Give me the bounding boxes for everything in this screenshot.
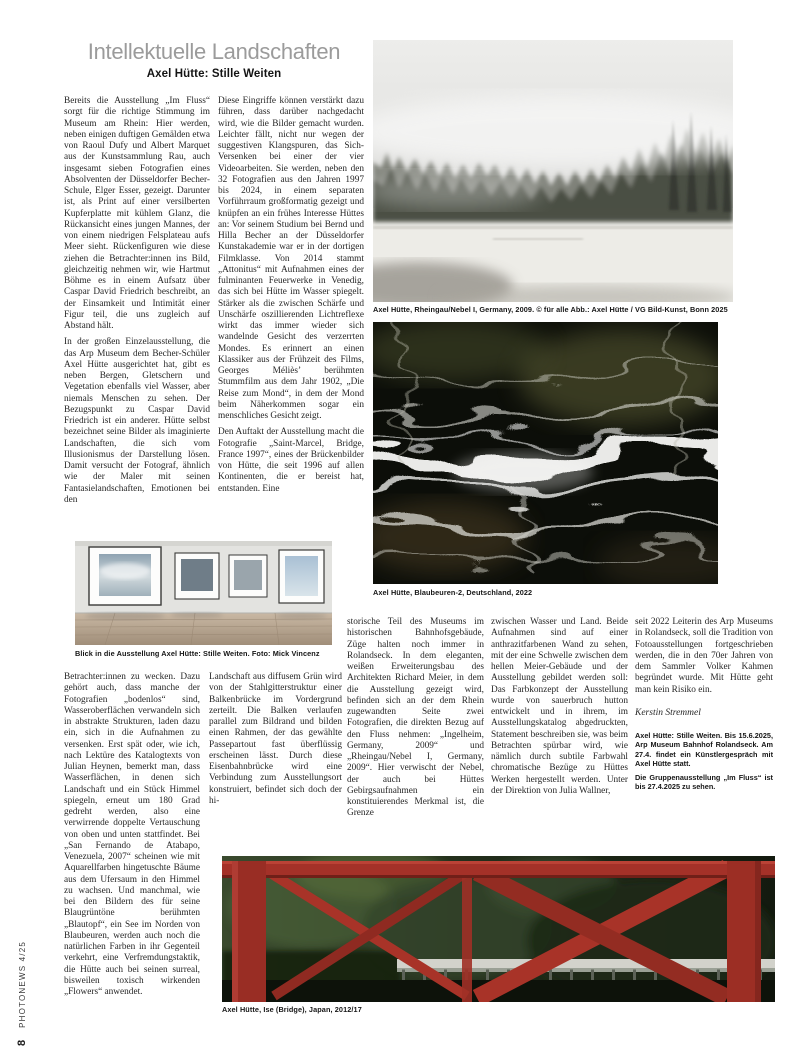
paragraph: In der großen Einzelausstellung, die das Arp Museum dem Becher-Schüler Axel Hütte ausgerichtet hat, gibt es neben Bergen, Gletschern und Vegetation ebenfalls viel Wasser, aber niemals Menschen zu sehen. Der Bezugspunkt zu Caspar David Friedrich ist ein anderer. Hütte selbst bezeichnet seine Bilder als imaginierte Landschaften, die sich vom Illusionismus der Darstellung lösen. Damit versucht der Fotograf, ähnlich wie der Maler mit seinen Fantasielandschaften, Emotionen bei den xyxy=(64,337,210,505)
fog-landscape-image xyxy=(373,40,733,302)
paragraph: Landschaft aus diffusem Grün wird von der Stahlgitterstruktur einer Balkenbrücke im Vordergrund zerteilt. Die Balken verlaufen parallel zum Bildrand und bilden einen Rahmen, der das gewählte Passepartout fast überflüssig erscheinen lässt. Durch diese Eisenbahnbrücke wird eine Verbindung zum Ausstellungsort konstruiert, befindet sich doch der hi- xyxy=(209,672,342,806)
exhibition-info: Axel Hütte: Stille Weiten. Bis 15.6.2025, Arp Museum Bahnhof Rolandseck. Am 27.4. findet ein Künstlergespräch mit Axel Hütte statt. xyxy=(635,731,773,768)
photo-caption-4: Axel Hütte, Ise (Bridge), Japan, 2012/17 xyxy=(222,1005,362,1014)
paragraph: storische Teil des Museums im historischen Bahnhofsgebäude, Züge halten noch immer in Rolandseck. In dem eleganten, weißen Erweiterungsbau des Architekten Richard Meier, in dem die Ausstellung gezeigt wird, befinden sich an der dem Rhein zugewandten Seite zwei Fotografien, die direkten Bezug auf den Fluss nehmen: „Ingelheim, Germany, 2009“ und „Rheingau/Nebel I, Germany, 2009“. Hier verwischt der Nebel, der auch bei Hüttes Gebirgsaufnahmen ein konstituierendes Merkmal ist, die Grenze xyxy=(347,617,484,819)
paragraph: Diese Eingriffe können verstärkt dazu führen, dass darüber nachgedacht wird, wie die Bilder gemacht wurden. Leichter fällt, nicht nur wegen der suggestiven Klangspuren, das Sich-Versenken bei einer der vier Videoarbeiten. Sie werden, neben den 32 Fotografien aus den Jahren 1997 bis 2024, in einem separaten Vorführraum großformatig gezeigt und knüpfen an ein frühes Interesse Hüttes an: Vor seinem Studium bei Bernd und Hilla Becher an der Düsseldorfer Kunstakademie war er in der dortigen Filmklasse. Von 2014 stammt „Attonitus“ mit Aufnahmen eines der fulminanten Feuerwerke in Venedig, das sich bei Hütte im Wasser spiegelt. Stärker als die zwischen Schärfe und Unschärfe oszillierenden Lichtreflexe wirkt das immer wieder sich wandelnde Gesicht des verzerrten Mondes. Es erinnert an einen Klassiker aus der Frühzeit des Films, Georges Méliès’ berühmten Stummfilm aus dem Jahr 1902, „Die Reise zum Mond“, in dem der Mond beim Näherkommen sogar ein menschliches Gesicht zeigt. xyxy=(218,96,364,421)
text-column-6 xyxy=(491,617,628,797)
water-reflection-photo xyxy=(373,322,718,584)
text-column-4 xyxy=(209,672,342,807)
article-title: Intellektuelle Landschaften xyxy=(87,39,341,64)
gallery-installation-image xyxy=(75,541,332,645)
paragraph: seit 2022 Leiterin des Arp Museums in Rolandseck, soll die Tradition von Fotoausstellungen fortgeschrieben werden, die in den 70er Jahren von dem Sammler Volker Kahmen begründet wurde. Mit Hütte geht man kein Risiko ein. xyxy=(635,617,773,695)
red-bridge-image xyxy=(222,856,775,1002)
author-byline: Kerstin Stremmel xyxy=(635,707,701,718)
fog-landscape-photo xyxy=(373,40,733,302)
photo-caption-1: Axel Hütte, Rheingau/Nebel I, Germany, 2009. © für alle Abb.: Axel Hütte / VG Bild-Kunst, Bonn 2025 xyxy=(373,305,728,314)
paragraph: zwischen Wasser und Land. Beide Aufnahmen sind auf einer anthrazitfarbenen Wand zu sehen, mit der eine Schwelle zwischen dem hellen Meier-Gebäude und der Ausstellung gebildet werden soll: Das Farbkonzept der Ausstellung wurde von sauerbruch hutton entwickelt und in ihrem, im Ausstellungskatalog abgedruckten, Statement beschreiben sie, was beim Betrachten spürbar wird, wie nämlich durch subtile Farbwahl chromatische Bezüge zu Hüttes Werken hergestellt werden. Unter der Direktion von Julia Wallner, xyxy=(491,617,628,796)
paragraph: Betrachter:innen zu wecken. Dazu gehört auch, dass manche der Fotografien „bodenlos“ sind, Wasseroberflächen verwandeln sich in abstrakte Strukturen, laden dazu ein, sich in die Aufnahmen zu versenken. Erst spät oder, wie ich, nach Lektüre des Katalogtexts von Julian Heynen, bemerkt man, dass Wasserflächen, in denen sich Landschaft und ein Stück Himmel spiegeln, erneut um 180 Grad gedreht werden, also eine verwirrende doppelte Vertauschung von oben und unten stattfindet. Bei „San Fernando de Atabapo, Venezuela, 2007“ scheinen wie mit Aquarellfarben hingetuschte Bäume aus dem Ufersaum in den Himmel zu wachsen. Und manchmal, wie bei den Bildern des für seine Blaugrüntöne berühmten „Blautopf“, ein See im Norden von Blaubeuren, werden auch noch die natürlichen Farben in ihr Gegenteil verkehrt, eine Verfremdungstaktik, die Hütte auch bei seinen surreal, bisweilen toxisch wirkenden „Flowers“ anwendet. xyxy=(64,672,200,997)
water-reflection-image xyxy=(373,322,718,584)
text-column-1 xyxy=(64,96,210,506)
article-header xyxy=(64,40,364,80)
text-column-5 xyxy=(347,617,484,820)
text-column-3 xyxy=(64,672,200,998)
page-number: 8 xyxy=(16,1039,28,1046)
article-subtitle: Axel Hütte: Stille Weiten xyxy=(146,68,282,80)
page-edge-info xyxy=(16,941,28,1046)
red-bridge-photo xyxy=(222,856,775,1002)
paragraph: Den Auftakt der Ausstellung macht die Fotografie „Saint-Marcel, Bridge, France 1997“, eines der Brückenbilder von Hütte, die seit 1996 auf allen Kontinenten, die er bereist hat, entstanden. Eine xyxy=(218,427,364,494)
photo-caption-2: Axel Hütte, Blaubeuren-2, Deutschland, 2022 xyxy=(373,588,533,597)
photo-caption-3: Blick in die Ausstellung Axel Hütte: Stille Weiten. Foto: Mick Vincenz xyxy=(75,649,320,658)
magazine-issue-label: PHOTONEWS 4/25 xyxy=(17,940,27,1028)
exhibition-info-2: Die Gruppenausstellung „Im Fluss“ ist bis 27.4.2025 zu sehen. xyxy=(635,773,773,792)
gallery-installation-photo xyxy=(75,541,332,645)
text-column-7 xyxy=(635,617,773,792)
paragraph: Bereits die Ausstellung „Im Fluss“ sorgt für die richtige Stimmung im Museum am Rhein: Hier werden, neben einigen duftigen Gemälden etwa von Raoul Dufy und Albert Marquet aus der Kunstsammlung Rau, auch insgesamt sieben Fotografien eines Absolventen der Düsseldorfer Becher-Schule, Elger Esser, gezeigt. Darunter ist, als Print auf einer versilberten Kupferplatte mit kühlem Glanz, die Rückansicht eines jungen Mannes, der von einem niedrigen Felsplateau aufs Meer sieht. Rückenfiguren wie diese ziehen die Betrachter:innen ins Bild, gleichzeitig nehmen wir, wie Hartmut Böhme es in einem Aufsatz über Caspar David Friedrich beschreibt, an der Einsamkeit und Intimität einer Figur teil, die uns zugleich auf Abstand hält. xyxy=(64,96,210,331)
text-column-2 xyxy=(218,96,364,495)
